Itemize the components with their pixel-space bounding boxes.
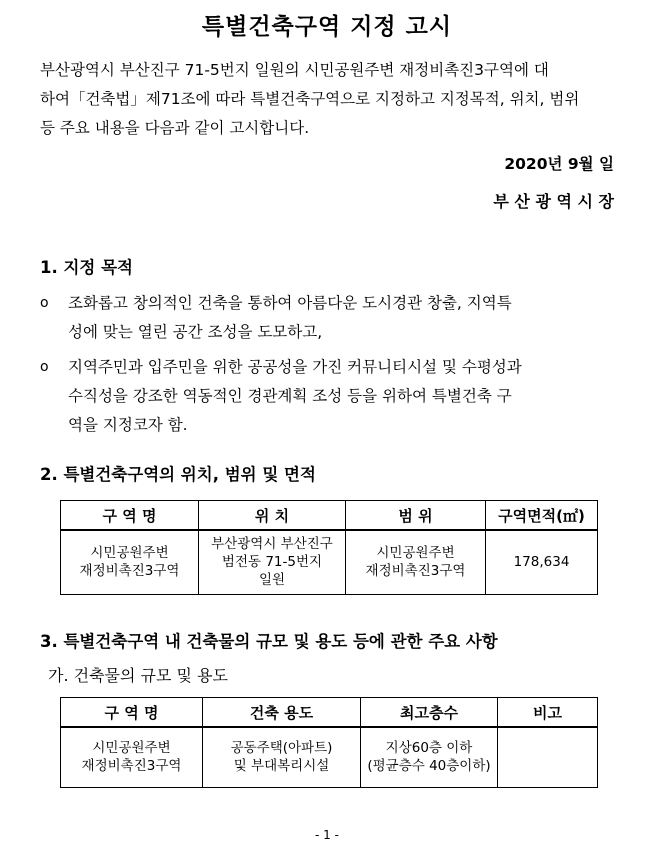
- column-header: 범 위: [346, 501, 486, 531]
- cell-line: 재정비촉진3구역: [79, 563, 180, 580]
- bullet-line: 수직성을 강조한 역동적인 경관계획 조성 등을 위하여 특별건축 구: [68, 387, 512, 405]
- bullet-marker: o: [40, 359, 49, 375]
- table-cell: [61, 530, 199, 594]
- cell-line: 시민공원주변: [90, 545, 169, 562]
- purpose-bullet-1: [40, 289, 626, 347]
- intro-line: 부산광역시 부산진구 71-5번지 일원의 시민공원주변 재정비촉진3구역에 대: [40, 61, 549, 79]
- section-3-heading: 3. 특별건축구역 내 건축물의 규모 및 용도 등에 관한 주요 사항: [40, 632, 498, 651]
- cell-line: 시민공원주변: [376, 545, 455, 562]
- cell-line: 부산광역시 부산진구: [211, 536, 333, 553]
- page-title: 특별건축구역 지정 고시: [201, 14, 453, 40]
- table-cell: [203, 727, 361, 787]
- cell-line: 공동주택(아파트): [230, 740, 333, 757]
- area-table: [60, 500, 598, 595]
- table-cell: [361, 727, 498, 787]
- intro-line: 등 주요 내용을 다음과 같이 고시합니다.: [40, 119, 310, 137]
- cell-line: 일원: [258, 572, 286, 589]
- table-row: [61, 530, 598, 594]
- notice-date: 2020년 9월 일: [504, 155, 614, 173]
- cell-line: 및 부대복리시설: [233, 758, 330, 775]
- intro-line: 하여「건축법」제71조에 따라 특별건축구역으로 지정하고 지정목적, 위치, 범위: [40, 90, 580, 108]
- cell-line: 재정비촉진3구역: [365, 563, 466, 580]
- column-header: 구 역 명: [61, 698, 203, 728]
- table-cell: [498, 727, 598, 787]
- table-cell: [346, 530, 486, 594]
- bullet-line: 지역주민과 입주민을 위한 공공성을 가진 커뮤니티시설 및 수평성과: [68, 358, 522, 376]
- column-header: 비고: [498, 698, 598, 728]
- cell-line: 178,634: [513, 554, 570, 571]
- section-2-heading: 2. 특별건축구역의 위치, 범위 및 면적: [40, 465, 316, 484]
- cell-line: 범전동 71-5번지: [221, 554, 323, 571]
- table-cell: [486, 530, 598, 594]
- section-3-subheading: 가. 건축물의 규모 및 용도: [48, 666, 228, 685]
- table-row: [61, 727, 598, 787]
- bullet-line: 성에 맞는 열린 공간 조성을 도모하고,: [68, 323, 323, 341]
- column-header: 위 치: [199, 501, 346, 531]
- bullet-marker: o: [40, 295, 49, 311]
- cell-line: 시민공원주변: [92, 740, 171, 757]
- cell-line: 지상60층 이하: [385, 740, 473, 757]
- issuer-name: 부 산 광 역 시 장: [493, 192, 614, 211]
- cell-line: (평균층수 40층이하): [367, 758, 491, 775]
- table-header-row: [61, 501, 598, 531]
- column-header: 건축 용도: [203, 698, 361, 728]
- table-cell: [61, 727, 203, 787]
- bullet-line: 조화롭고 창의적인 건축을 통하여 아름다운 도시경관 창출, 지역특: [68, 294, 512, 312]
- table-header-row: [61, 698, 598, 728]
- column-header: 구역면적(㎡): [486, 501, 598, 531]
- bullet-line: 역을 지정코자 함.: [68, 416, 188, 434]
- table-cell: [199, 530, 346, 594]
- cell-line: 재정비촉진3구역: [81, 758, 182, 775]
- section-1-heading: 1. 지정 목적: [40, 258, 133, 277]
- column-header: 구 역 명: [61, 501, 199, 531]
- purpose-bullet-2: [40, 353, 626, 440]
- building-table: [60, 697, 598, 788]
- column-header: 최고층수: [361, 698, 498, 728]
- page-number: - 1 -: [315, 828, 339, 842]
- intro-paragraph: [40, 56, 626, 143]
